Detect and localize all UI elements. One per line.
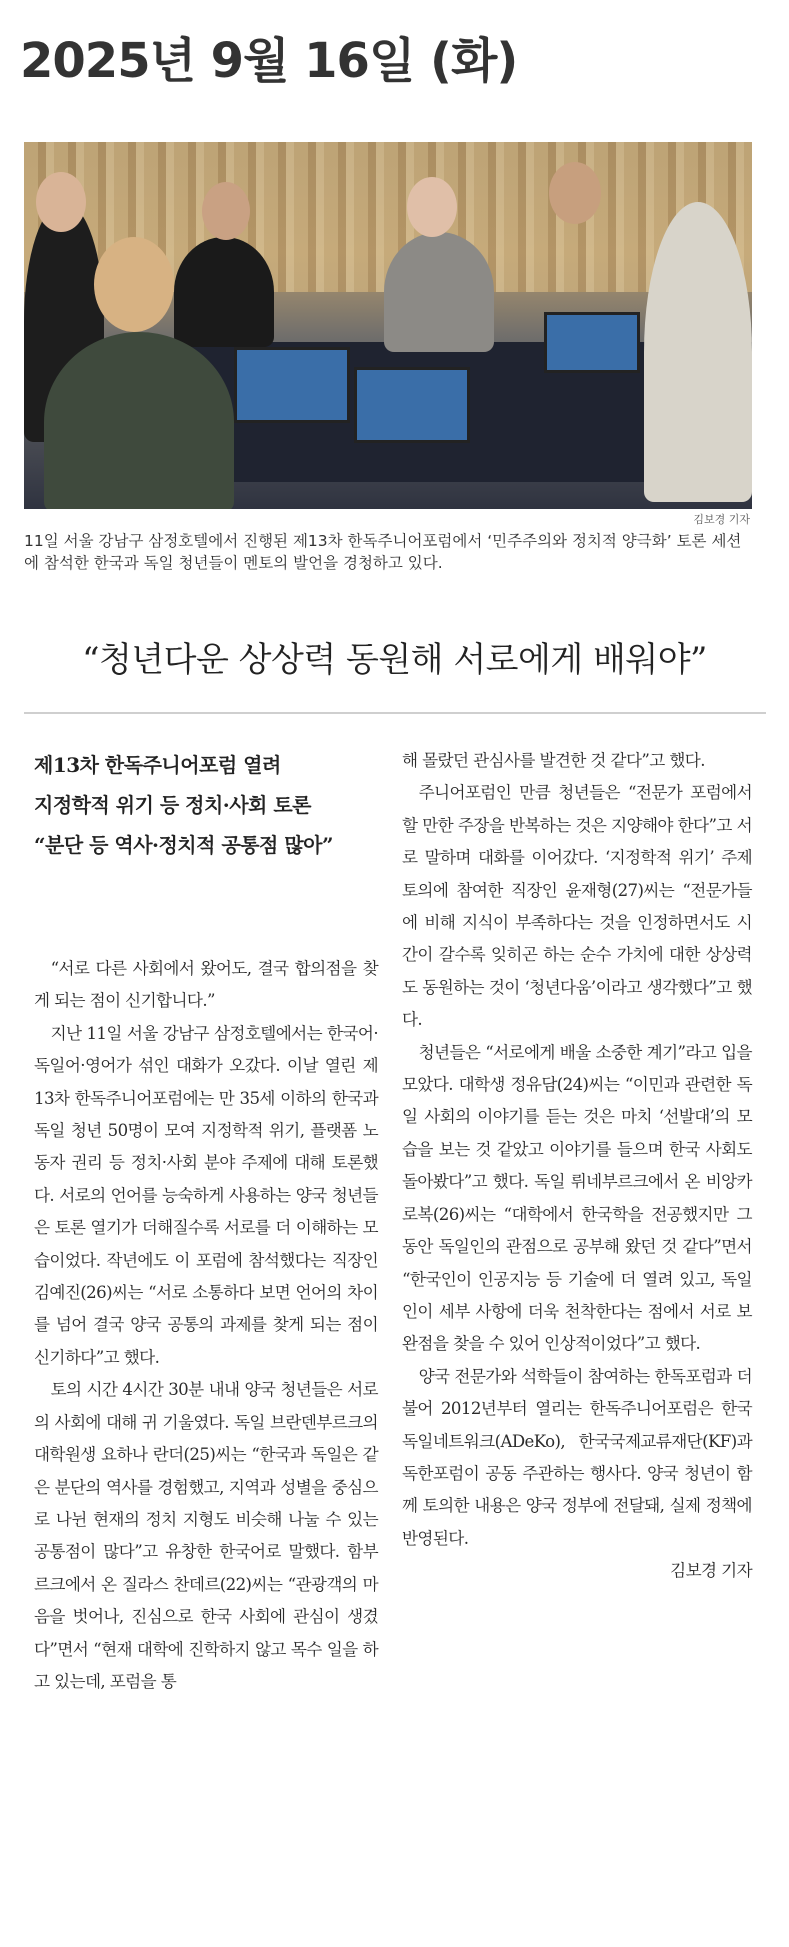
photo-person [174, 237, 274, 347]
article-subheadings [34, 745, 374, 865]
article-paragraph: “서로 다른 사회에서 왔어도, 결국 합의점을 찾게 되는 점이 신기합니다.” [34, 959, 378, 1011]
article-column-left [34, 953, 378, 1698]
photo-caption: 11일 서울 강남구 삼정호텔에서 진행된 제13차 한독주니어포럼에서 ‘민주주의와 정치적 양극화’ 토론 세션에 참석한 한국과 독일 청년들이 멘토의 발언을 경청하고 있다. [24, 532, 742, 572]
news-photo [24, 142, 752, 509]
photo-person [384, 232, 494, 352]
article-paragraph: 지난 11일 서울 강남구 삼정호텔에서는 한국어·독일어·영어가 섞인 대화가 오갔다. 이날 열린 제13차 한독주니어포럼에는 만 35세 이하의 한국과 독일 청년 50명이 모여 지정학적 위기, 플랫폼 노동자 권리 등 정치·사회 분야 주제에 대해 토론했다. 서로의 언어를 능숙하게 사용하는 양국 청년들은 토론 열기가 더해질수록 서로를 더 이해하는 모습이었다. 작년에도 이 포럼에 참석했다는 직장인 김예진(26)씨는 “서로 소통하다 보면 언어의 차이를 넘어 결국 양국 공통의 과제를 찾게 되는 점이 신기하다”고 했다. [34, 1023, 378, 1367]
publication-date: 2025년 9월 16일 (화) [20, 33, 518, 89]
article-paragraph: 청년들은 “서로에게 배울 소중한 계기”라고 입을 모았다. 대학생 정유담(24)씨는 “이민과 관련한 독일 사회의 이야기를 듣는 것은 마치 ‘선발대’의 모습을 보는 것 같았고 이야기를 들으며 한국 사회도 돌아봤다”고 했다. 독일 뤼네부르크에서 온 비앙카 로복(26)씨는 “대학에서 한국학을 전공했지만 그동안 독일인의 관점으로 공부해 왔던 것 같다”면서 “한국인이 인공지능 등 기술에 더 열려 있고, 독일인이 세부 사항에 더욱 천착한다는 점에서 서로 보완점을 찾을 수 있어 인상적이었다”고 했다. [402, 1042, 752, 1354]
article-paragraph: 주니어포럼인 만큼 청년들은 “전문가 포럼에서 할 만한 주장을 반복하는 것은 지양해야 한다”고 서로 말하며 대화를 이어갔다. ‘지정학적 위기’ 주제 토의에 참여한 직장인 윤재형(27)씨는 “전문가들에 비해 지식이 부족하다는 것을 인정하면서도 시간이 갈수록 잊히곤 하는 순수 가치에 대한 상상력도 동원하는 것이 ‘청년다움’이라고 생각했다”고 했다. [402, 783, 752, 1030]
photo-laptop [234, 347, 350, 423]
article-paragraph: 토의 시간 4시간 30분 내내 양국 청년들은 서로의 사회에 대해 귀 기울였다. 독일 브란덴부르크의 대학원생 요하나 란더(25)씨는 “한국과 독일은 같은 분단의 역사를 경험했고, 지역과 성별을 중심으로 나뉜 현재의 정치 지형도 비슷해 나눌 수 있는 공통점이 많다”고 유창한 한국어로 말했다. 함부르크에서 온 질라스 찬데르(22)씨는 “관광객의 마음을 벗어나, 진심으로 한국 사회에 관심이 생겼다”면서 “현재 대학에 진학하지 않고 목수 일을 하고 있는데, 포럼을 통 [34, 1380, 378, 1691]
photo-person [644, 202, 752, 502]
photo-person-head [36, 172, 86, 232]
photo-person-head [549, 162, 601, 224]
headline-divider [24, 712, 766, 714]
photo-laptop [544, 312, 640, 373]
photo-credit: 김보경 기자 [693, 513, 750, 526]
article-byline: 김보경 기자 [670, 1561, 752, 1581]
subheading: 지정학적 위기 등 정치·사회 토론 [34, 793, 311, 817]
photo-person-head [202, 182, 250, 240]
article-headline: “청년다운 상상력 동원해 서로에게 배워야” [82, 640, 707, 680]
subheading: “분단 등 역사·정치적 공통점 많아” [34, 833, 333, 857]
subheading: 제13차 한독주니어포럼 열려 [34, 753, 281, 777]
photo-person [44, 332, 234, 509]
article-paragraph: 해 몰랐던 관심사를 발견한 것 같다”고 했다. [402, 751, 705, 770]
photo-person-head [94, 237, 174, 332]
photo-person-head [407, 177, 457, 237]
article-paragraph: 양국 전문가와 석학들이 참여하는 한독포럼과 더불어 2012년부터 열리는 한독주니어포럼은 한국독일네트워크(ADeKo), 한국국제교류재단(KF)과 독한포럼이 공동 주관하는 행사다. 양국 청년이 함께 토의한 내용은 양국 정부에 전달돼, 실제 정책에 반영된다. [402, 1366, 752, 1548]
article-column-right [402, 745, 752, 1588]
photo-laptop [354, 367, 470, 443]
